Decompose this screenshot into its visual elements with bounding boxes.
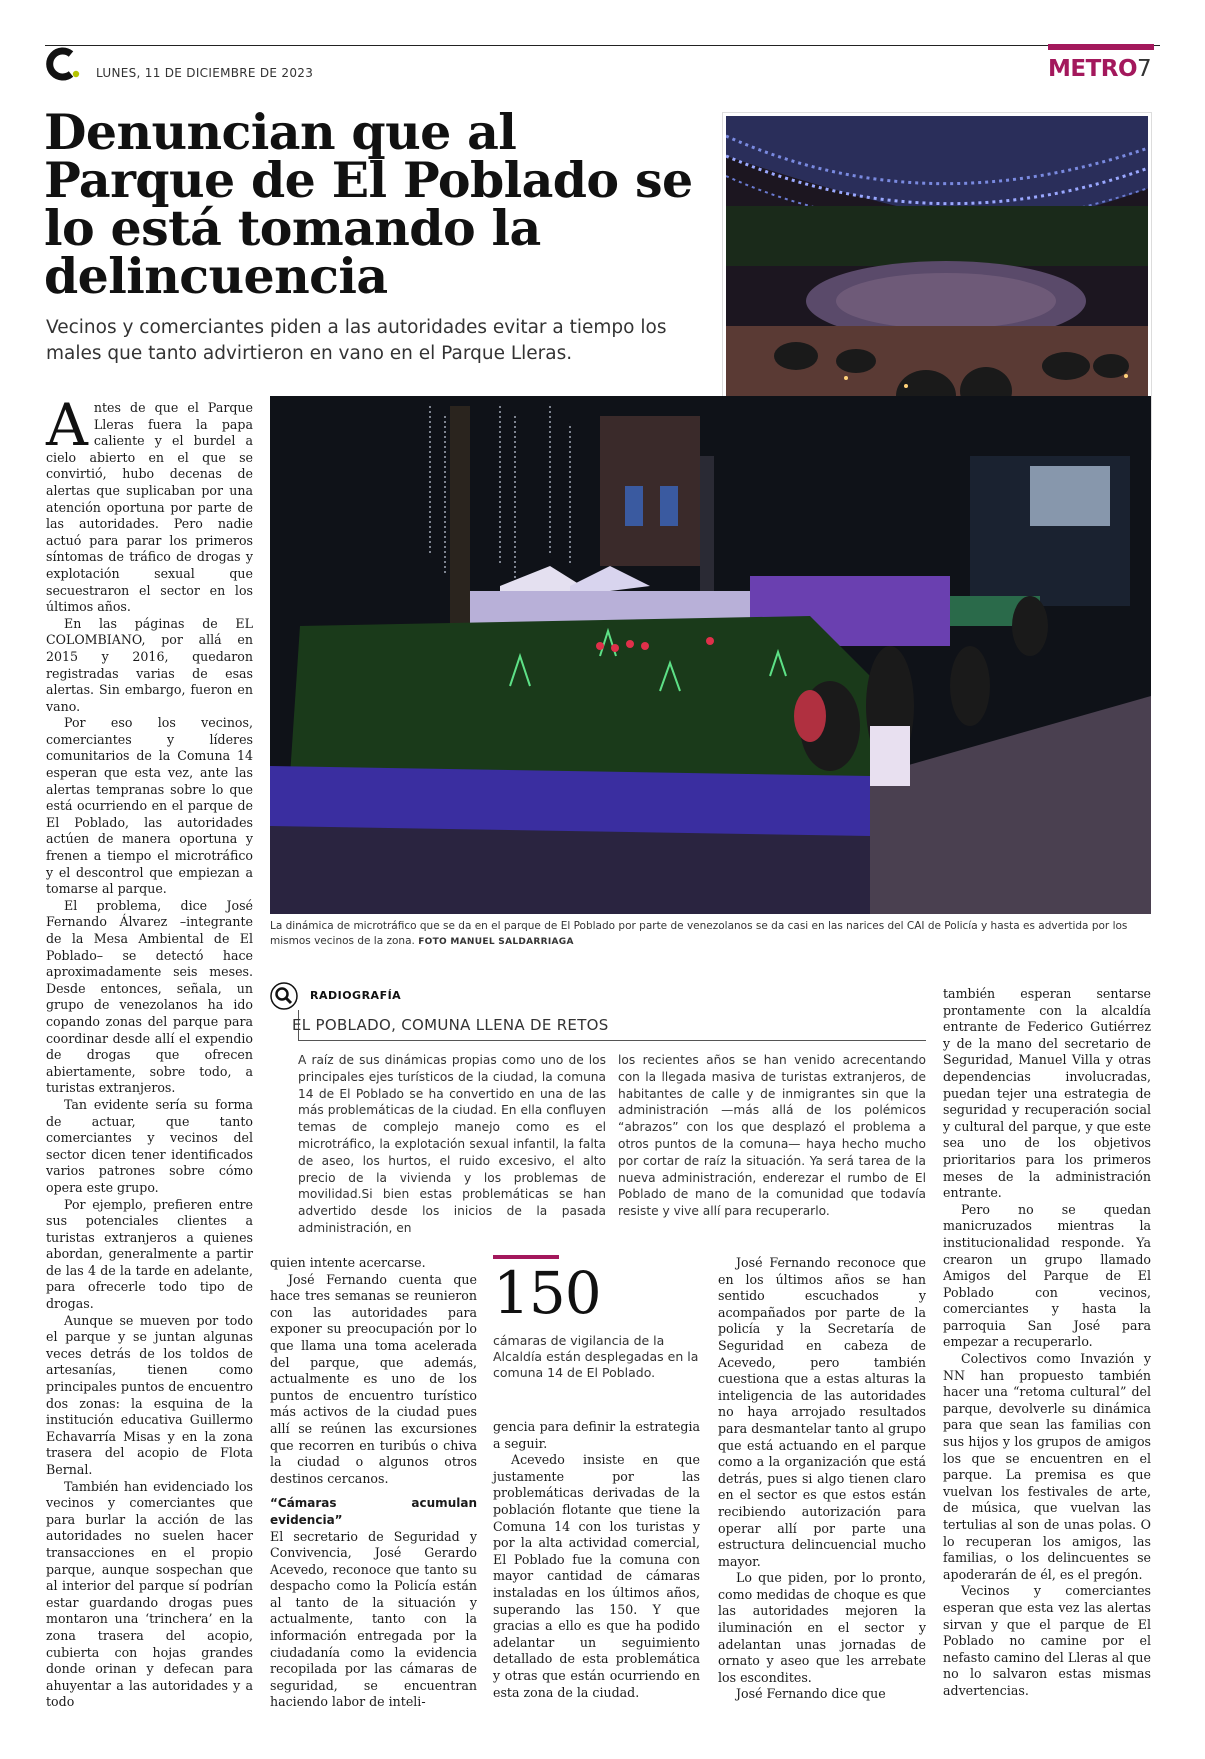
- photo-credit: FOTO MANUEL SALDARRIAGA: [418, 937, 574, 947]
- radiografia-title: EL POBLADO, COMUNA LLENA DE RETOS: [292, 1016, 609, 1034]
- paragraph-continued: quien intente acercarse.: [270, 1255, 426, 1270]
- page-number: 7: [1137, 56, 1152, 82]
- radiografia-horizontal-rule: [298, 1040, 926, 1041]
- paragraph-13: Lo que piden, por lo pronto, como medidas de choque es que las autoridades mejoren la iluminación en el sector y adelantan unas jornadas de ornato y aseo que les arrebate los escondites.: [718, 1570, 926, 1685]
- paragraph-6: Por ejemplo, prefieren entre sus potenciales clientes a turistas extranjeros a quienes abordan, generalmente a partir de las 4 de la tarde en adelante, para ofrecerle todo tipo de drogas.: [46, 1196, 253, 1312]
- paragraph-7: Aunque se mueven por todo el parque y se juntan algunas veces detrás de los toldos de artesanías, tienen como principales puntos de encuentro dos zonas: la esquina de la institución educativa Guillermo Echavarría Misas y en la zona trasera del acopio de Flota Bernal.: [46, 1312, 253, 1477]
- article-column-5: [943, 986, 1151, 1700]
- lede: Vecinos y comerciantes piden a las autoridades evitar a tiempo los males que tanto advirtieron en vano en el Parque Lleras.: [46, 317, 667, 364]
- paragraph-16: Pero no se quedan manicruzados mientras la institucionalidad responde. Ya crearon un grupo llamado Amigos del Parque de El Poblado con vecinos, comerciantes y hasta la parroquia San José para empezar a recuperarlo.: [943, 1201, 1151, 1350]
- paragraph-8: También han evidenciado los vecinos y comerciantes que para burlar la acción de las autoridades no suelen hacer transacciones en el propio parque, aunque sospechan que al interior del parque sí podrían estar guardando drogas pues montaron una ‘trinchera’ en la zona trasera del acopio, cubierta con hojas grandes donde orinan y defecan para ahuyentar a las autoridades y a todo: [46, 1478, 253, 1710]
- subhead-camaras: “Cámaras acumulan evidencia”: [270, 1496, 477, 1527]
- radiografia-label: RADIOGRAFÍA: [310, 989, 402, 1002]
- paragraph-17: Colectivos como Invazión y NN han propuesto también hacer una “retoma cultural” del parque, devolverle su dinámica para que sean las familias con sus hijos y los grupos de amigos los que se encuentren en el parque. La premisa es que vuelvan los festivales de arte, de música, que vuelvan las tertulias al son de unas polas. O lo recuperan los amigos, las familias, o los delincuentes se apoderarán de él, es el pregón.: [943, 1351, 1151, 1582]
- photo-park-microtrafico: [270, 396, 1151, 914]
- el-colombiano-logo-icon: [44, 46, 84, 82]
- paragraph-1-text: ntes de que el Parque Lleras fuera la papa caliente y el burdel a cielo abierto en el que se convirtió, hubo decenas de alertas que suplicaban por una atención oportuna por parte de las autoridades. Pero nadie actuó para parar los primeros síntomas de tráfico de drogas y explotación sexual que secuestraron el sector en los últimos años.: [46, 400, 253, 615]
- paragraph-continued-2: gencia para definir la estrategia a seguir.: [493, 1419, 700, 1451]
- paragraph-2: En las páginas de EL COLOMBIANO, por allá en 2015 y 2016, quedaron registradas varias de esas alertas. Sin embargo, fueron en vano.: [46, 615, 253, 714]
- photo-park-microtrafico-art: [270, 396, 1151, 914]
- article-column-2: [270, 1255, 477, 1711]
- radiografia-body-left: A raíz de sus dinámicas propias como uno de los principales ejes turísticos de la ciudad, la comuna 14 de El Poblado se ha convertido en una de las más problemáticas de la ciudad. En ella confluyen temas de complejo manejo como es el microtráfico, la explotación sexual infantil, la falta de aseo, los hurtos, el ruido excesivo, el alto precio de la vivienda y los problemas de movilidad.Si bien estas problemáticas se han advertido desde los inicios de la pasada administración, en: [298, 1053, 606, 1235]
- paragraph-5: Tan evidente sería su forma de actuar, que tanto comerciantes y vecinos del sector dicen tener identificados varios patrones sobre cómo opera este grupo.: [46, 1096, 253, 1195]
- paragraph-9: José Fernando cuenta que hace tres semanas se reunieron con las autoridades para exponer su preocupación por lo que llama una toma acelerada del parque, que además, actualmente es uno de los puntos de encuentro turístico más activos de la ciudad pues allí se reúnen las excursiones que recorren en turibús o chiva la ciudad o algunos otros destinos cercanos.: [270, 1271, 477, 1486]
- paragraph-10: El secretario de Seguridad y Convivencia, José Gerardo Acevedo, reconoce que tanto su despacho como la Policía están al tanto de la situación y actualmente, tanto con la información entregada por la ciudadanía como la evidencia recopilada por las cámaras de seguridad, se encuentran haciendo labor de inteli-: [270, 1528, 477, 1710]
- paragraph-4: El problema, dice José Fernando Álvarez –integrante de la Mesa Ambiental de El Poblado– se detectó hace aproximadamente seis meses. Desde entonces, señala, un grupo de venezolanos ha ido copando zonas del parque para coordinar desde allí el expendio de drogas que ofrecen abiertamente, sobre todo, a turistas extranjeros.: [46, 897, 253, 1096]
- stat-description: cámaras de vigilancia de la Alcaldía están desplegadas en la comuna 14 de El Poblado.: [493, 1333, 699, 1380]
- magnifier-icon: [270, 982, 298, 1010]
- section-accent-bar: [1048, 44, 1154, 50]
- drop-cap: A: [46, 391, 88, 459]
- section-name: METRO: [1048, 56, 1138, 82]
- paragraph-15: también esperan sentarse prontamente con la alcaldía entrante de Federico Gutiérrez y de la mano del secretario de Seguridad, Manuel Villa y otras dependencias involucradas, puedan tejer una estrategia de seguridad y recuperación social y cultural del parque, y que este sea uno de los objetivos prioritarios para los primeros meses de la administración entrante.: [943, 986, 1151, 1201]
- paragraph-12: José Fernando reconoce que en los últimos años se han sentido escuchados y acompañados por parte de la policía y la Secretaría de Seguridad en cabeza de Acevedo, pero también cuestiona que a estas alturas la inteligencia de las autoridades no haya arrojado resultados para desmantelar tanto al grupo que está actuando en el parque como a la organización que está detrás, pues si algo tienen claro en el sector es que estos están recibiendo autorización para operar allí por parte una estructura delincuencial mucho mayor.: [718, 1255, 926, 1569]
- stat-number: 150: [493, 1259, 601, 1327]
- paragraph-11: Acevedo insiste en que justamente por las problemáticas derivadas de la población flotante que tiene la Comuna 14 con los turistas y por la alta actividad comercial, El Poblado fue la comuna con mayor cantidad de cámaras instaladas en los últimos años, superando las 150. Y que gracias a ello es que ha podido adelantar un seguimiento detallado de esta problemática y otras que están ocurriendo en esta zona de la ciudad.: [493, 1452, 700, 1700]
- photo-caption: [270, 919, 1151, 950]
- radiografia-body-right: los recientes años se han venido acrecentando con la llegada masiva de turistas extranjeros, de habitantes de calle y de inmigrantes sin que la administración —más allá de los polémicos “abrazos” con los que desplazó el problema a otros puntos de la comuna— haya hecho mucho por cortar de raíz la situación. Ya será tarea de la nueva administración, enderezar el rumbo de El Poblado de mano de la comunidad que todavía resiste y vive allí para recuperarlo.: [618, 1053, 926, 1219]
- article-column-1: [46, 391, 253, 1711]
- caption-text: La dinámica de microtráfico que se da en el parque de El Poblado por parte de venezolanos se da casi en las narices del CAI de Policía y hasta es advertida por los mismos vecinos de la zona.: [270, 920, 1128, 947]
- article-column-3: [493, 1419, 700, 1701]
- paragraph-18: Vecinos y comerciantes esperan que esta vez las alertas sirvan y que el parque de El Poblado no camine por el nefasto camino del Lleras al que no lo salvaron estas mismas advertencias.: [943, 1583, 1151, 1698]
- paragraph-3: Por eso los vecinos, comerciantes y líderes comunitarios de la Comuna 14 esperan que esta vez, ante las alertas tempranas sobre lo que está ocurriendo en el parque de El Poblado, las autoridades actúen de manera oportuna y frenen a tiempo el microtráfico y el descontrol que empiezan a tomarse al parque.: [46, 715, 253, 897]
- paragraph-1: [46, 391, 253, 616]
- headline: Denuncian que al Parque de El Poblado se lo está tomando la delincuencia: [44, 103, 693, 305]
- radiografia-box: [270, 982, 926, 1235]
- issue-date: LUNES, 11 DE DICIEMBRE DE 2023: [96, 66, 314, 80]
- article-column-4: [718, 1255, 926, 1703]
- paragraph-14: José Fernando dice que: [736, 1686, 886, 1702]
- top-rule: [45, 45, 1160, 46]
